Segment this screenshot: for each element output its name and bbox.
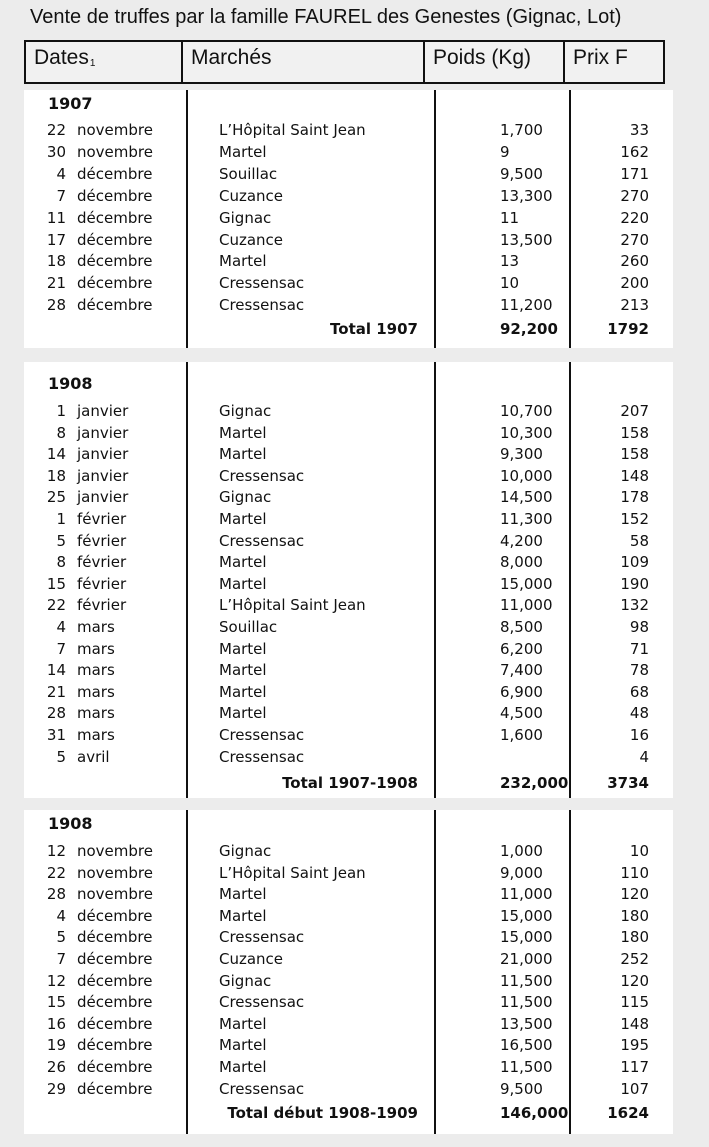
market-cell: Cressensac [219,747,305,766]
date-month: mars [77,618,115,636]
date-month: décembre [77,993,153,1012]
price-cell: 16 [629,726,649,744]
price-cell: 158 [620,445,649,464]
price-cell: 178 [620,488,649,507]
price-cell: 98 [629,618,649,636]
table-row [24,993,673,1015]
weight-cell: 1,000 [500,842,543,860]
table-row [24,1058,673,1080]
date-month: décembre [77,252,153,271]
market-cell: Cressensac [219,726,305,744]
market-cell: L’Hôpital Saint Jean [219,863,366,882]
price-cell: 58 [629,531,649,550]
table-row [24,121,673,143]
total-row [24,1104,673,1126]
date-month: décembre [77,208,153,227]
price-cell: 107 [620,1079,649,1098]
price-cell: 117 [620,1058,649,1076]
date-month: mars [77,726,115,744]
table-row [24,640,673,662]
date-month: novembre [77,885,153,904]
price-cell: 180 [620,906,649,925]
table-row [24,143,673,165]
weight-cell: 4,200 [500,531,543,550]
market-cell: Cressensac [219,928,305,947]
table-row [24,1036,673,1058]
date-day: 14 [46,445,66,464]
market-cell: Martel [219,574,267,593]
market-cell: L’Hôpital Saint Jean [219,596,366,615]
date-month: décembre [77,950,153,968]
header-dates-footnote: 1 [89,58,96,69]
market-cell: Martel [219,704,267,723]
market-cell: Cuzance [219,186,284,205]
price-cell: 270 [620,186,649,205]
date-month: novembre [77,842,153,860]
table-row [24,928,673,950]
date-month: janvier [77,423,129,442]
date-day: 16 [46,1014,66,1033]
price-cell: 152 [620,510,649,528]
date-day: 22 [46,596,66,615]
price-cell: 171 [620,164,649,183]
price-cell: 207 [620,402,649,420]
weight-cell: 10 [500,274,520,293]
price-cell: 270 [620,230,649,249]
price-cell: 220 [620,208,649,227]
weight-cell: 14,500 [500,488,553,507]
date-day: 31 [46,726,66,744]
table-row [24,950,673,972]
market-cell: Martel [219,553,267,572]
weight-cell: 15,000 [500,574,553,593]
table-row [24,424,673,446]
date-day: 29 [46,1079,66,1098]
weight-cell: 6,200 [500,639,543,658]
table-row [24,864,673,886]
date-month: février [77,531,127,550]
market-cell: Cressensac [219,296,305,315]
price-cell: 115 [620,993,649,1012]
date-day: 1 [56,402,66,420]
market-cell: Martel [219,1036,267,1055]
price-cell: 120 [620,885,649,904]
date-month: décembre [77,1058,153,1076]
price-cell: 213 [620,296,649,315]
header-poids: Poids (Kg) [425,42,565,82]
date-day: 4 [56,618,66,636]
weight-cell: 10,300 [500,423,553,442]
table-row [24,907,673,929]
date-day: 15 [46,993,66,1012]
market-cell: Souillac [219,164,278,183]
table-row [24,661,673,683]
table-row [24,510,673,532]
total-row [24,320,673,342]
weight-cell: 9,000 [500,863,543,882]
date-month: janvier [77,402,129,420]
market-cell: Cuzance [219,230,284,249]
weight-cell: 13,500 [500,1014,553,1033]
market-cell: Cressensac [219,274,305,293]
date-month: décembre [77,164,153,183]
table-row [24,445,673,467]
section-1907-1908 [24,362,673,798]
price-cell: 252 [620,950,649,968]
market-cell: Gignac [219,208,272,227]
total-label: Total 1907 [330,320,418,338]
price-cell: 190 [620,574,649,593]
date-month: février [77,596,127,615]
table-row [24,187,673,209]
table-row [24,209,673,231]
table-row [24,596,673,618]
date-month: janvier [77,466,129,485]
market-cell: Gignac [219,842,272,860]
date-month: février [77,553,127,572]
table-row [24,165,673,187]
date-day: 21 [46,274,66,293]
date-month: novembre [77,863,153,882]
table-row [24,553,673,575]
table-row [24,618,673,640]
date-day: 11 [46,208,66,227]
table-row [24,842,673,864]
date-day: 8 [56,553,66,572]
date-month: décembre [77,1014,153,1033]
total-price: 1792 [607,320,649,338]
market-cell: L’Hôpital Saint Jean [219,121,366,139]
total-weight: 232,000 [500,774,569,792]
weight-cell: 4,500 [500,704,543,723]
date-day: 22 [46,863,66,882]
price-cell: 110 [620,863,649,882]
date-month: décembre [77,296,153,315]
market-cell: Martel [219,639,267,658]
weight-cell: 15,000 [500,906,553,925]
date-month: décembre [77,906,153,925]
table-row [24,683,673,705]
market-cell: Gignac [219,971,272,990]
date-month: mars [77,704,115,723]
date-month: décembre [77,274,153,293]
price-cell: 120 [620,971,649,990]
table-row [24,1080,673,1102]
market-cell: Martel [219,423,267,442]
date-day: 7 [56,639,66,658]
table-row [24,1015,673,1037]
date-day: 30 [46,142,66,161]
date-month: novembre [77,142,153,161]
market-cell: Martel [219,906,267,925]
section-1907 [24,90,673,348]
date-month: février [77,510,127,528]
total-price: 1624 [607,1104,649,1122]
weight-cell: 8,000 [500,553,543,572]
date-month: décembre [77,1036,153,1055]
price-cell: 148 [620,466,649,485]
table-row [24,885,673,907]
document-title: Vente de truffes par la famille FAUREL des Genestes (Gignac, Lot) [30,6,622,28]
market-cell: Martel [219,142,267,161]
date-day: 28 [46,296,66,315]
date-day: 19 [46,1036,66,1055]
price-cell: 195 [620,1036,649,1055]
weight-cell: 13,300 [500,186,553,205]
total-weight: 146,000 [500,1104,569,1122]
date-month: décembre [77,186,153,205]
weight-cell: 8,500 [500,618,543,636]
table-row [24,252,673,274]
weight-cell: 9,300 [500,445,543,464]
date-day: 25 [46,488,66,507]
section-1908-1909 [24,810,673,1134]
market-cell: Cressensac [219,531,305,550]
date-month: janvier [77,488,129,507]
date-day: 28 [46,885,66,904]
price-cell: 33 [629,121,649,139]
weight-cell: 1,600 [500,726,543,744]
table-header [24,40,665,84]
market-cell: Martel [219,252,267,271]
market-cell: Martel [219,510,267,528]
market-cell: Gignac [219,402,272,420]
table-row [24,704,673,726]
date-month: avril [77,747,110,766]
date-day: 12 [46,971,66,990]
total-weight: 92,200 [500,320,558,338]
market-cell: Cressensac [219,993,305,1012]
market-cell: Martel [219,1058,267,1076]
market-cell: Cressensac [219,466,305,485]
date-day: 4 [56,164,66,183]
date-day: 4 [56,906,66,925]
date-day: 18 [46,466,66,485]
section-year: 1907 [48,94,93,113]
date-day: 8 [56,423,66,442]
table-row [24,748,673,770]
market-cell: Martel [219,445,267,464]
weight-cell: 15,000 [500,928,553,947]
weight-cell: 10,000 [500,466,553,485]
weight-cell: 11,200 [500,296,553,315]
date-day: 1 [56,510,66,528]
weight-cell: 11,000 [500,885,553,904]
price-cell: 132 [620,596,649,615]
weight-cell: 9 [500,142,510,161]
weight-cell: 9,500 [500,164,543,183]
price-cell: 4 [639,747,649,766]
date-day: 21 [46,682,66,701]
table-row [24,532,673,554]
table-row [24,575,673,597]
table-row [24,274,673,296]
weight-cell: 11,500 [500,993,553,1012]
weight-cell: 16,500 [500,1036,553,1055]
weight-cell: 11,500 [500,1058,553,1076]
date-month: novembre [77,121,153,139]
price-cell: 200 [620,274,649,293]
weight-cell: 6,900 [500,682,543,701]
weight-cell: 11 [500,208,520,227]
weight-cell: 9,500 [500,1079,543,1098]
market-cell: Martel [219,885,267,904]
table-row [24,296,673,318]
market-cell: Cressensac [219,1079,305,1098]
date-month: décembre [77,230,153,249]
date-day: 12 [46,842,66,860]
price-cell: 148 [620,1014,649,1033]
price-cell: 158 [620,423,649,442]
weight-cell: 11,500 [500,971,553,990]
date-day: 15 [46,574,66,593]
date-day: 17 [46,230,66,249]
market-cell: Martel [219,661,267,680]
header-marches: Marchés [183,42,425,82]
total-label: Total début 1908-1909 [227,1104,418,1122]
date-month: mars [77,661,115,680]
date-month: janvier [77,445,129,464]
price-cell: 48 [629,704,649,723]
date-day: 7 [56,186,66,205]
date-month: décembre [77,928,153,947]
market-cell: Gignac [219,488,272,507]
date-day: 5 [56,531,66,550]
total-label: Total 1907-1908 [282,774,418,792]
table-row [24,972,673,994]
price-cell: 71 [629,639,649,658]
date-day: 26 [46,1058,66,1076]
date-month: mars [77,682,115,701]
date-day: 18 [46,252,66,271]
table-row [24,467,673,489]
date-month: février [77,574,127,593]
market-cell: Martel [219,1014,267,1033]
total-price: 3734 [607,774,649,792]
weight-cell: 21,000 [500,950,553,968]
price-cell: 78 [629,661,649,680]
price-cell: 180 [620,928,649,947]
date-day: 5 [56,747,66,766]
date-month: décembre [77,1079,153,1098]
date-month: décembre [77,971,153,990]
price-cell: 68 [629,682,649,701]
section-year: 1908 [48,374,93,393]
header-prix: Prix F [573,46,628,69]
weight-cell: 7,400 [500,661,543,680]
date-month: mars [77,639,115,658]
price-cell: 260 [620,252,649,271]
date-day: 7 [56,950,66,968]
weight-cell: 13 [500,252,520,271]
market-cell: Cuzance [219,950,284,968]
market-cell: Souillac [219,618,278,636]
date-day: 22 [46,121,66,139]
weight-cell: 10,700 [500,402,553,420]
date-day: 14 [46,661,66,680]
price-cell: 162 [620,142,649,161]
weight-cell: 11,000 [500,596,553,615]
weight-cell: 11,300 [500,510,553,528]
price-cell: 109 [620,553,649,572]
table-row [24,402,673,424]
market-cell: Martel [219,682,267,701]
weight-cell: 13,500 [500,230,553,249]
section-year: 1908 [48,814,93,833]
table-row [24,488,673,510]
header-dates [26,42,183,82]
date-day: 28 [46,704,66,723]
weight-cell: 1,700 [500,121,543,139]
total-row [24,774,673,796]
date-day: 5 [56,928,66,947]
header-dates-label: Dates [34,46,89,69]
table-row [24,231,673,253]
table-row [24,726,673,748]
price-cell: 10 [629,842,649,860]
